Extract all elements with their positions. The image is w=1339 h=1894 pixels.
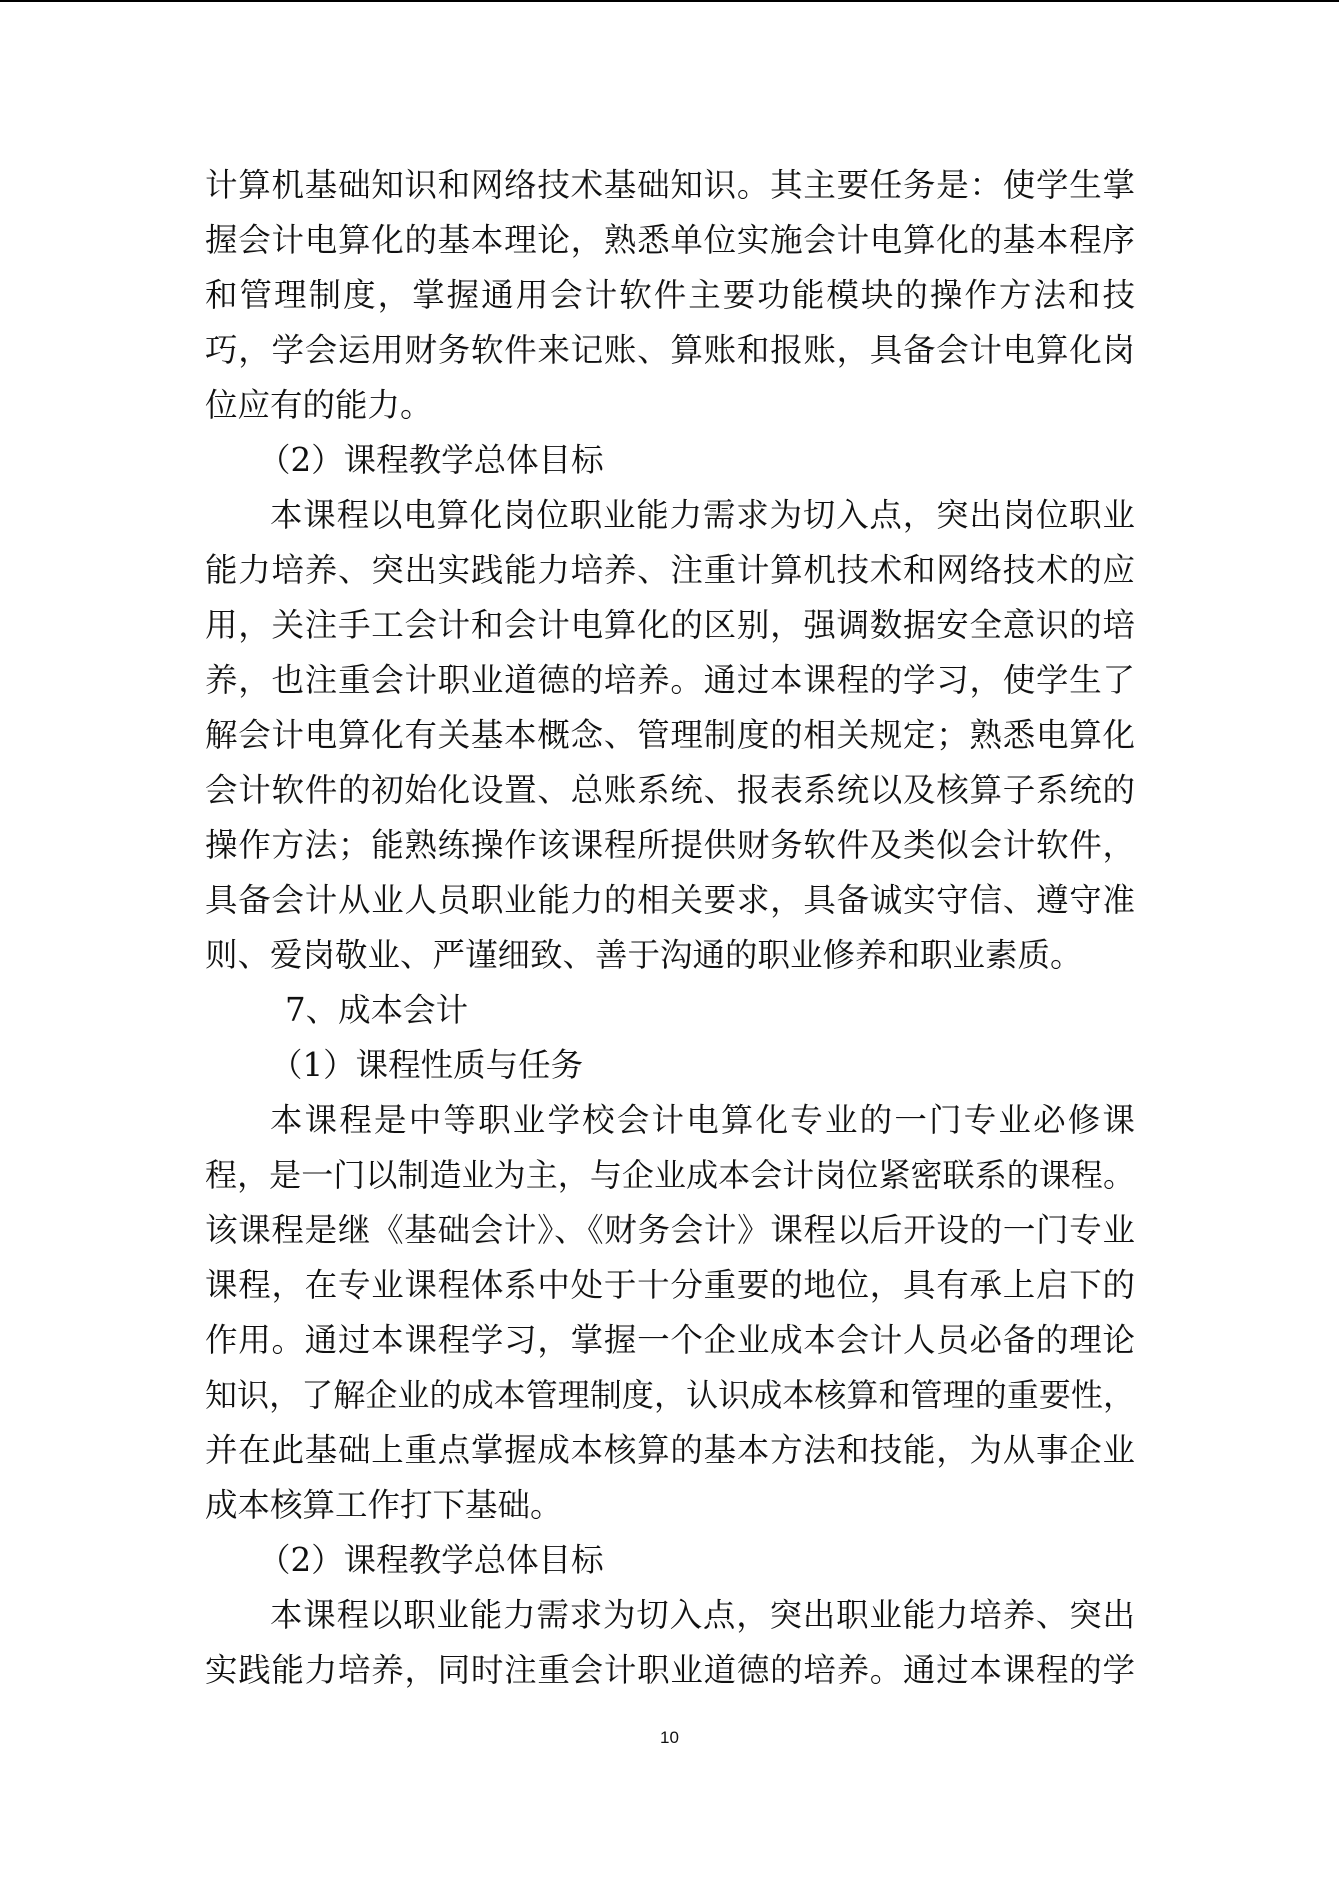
text-line-4: 巧，学会运用财务软件来记账、算账和报账，具备会计电算化岗 <box>205 331 1135 369</box>
text-line-3: 和管理制度，掌握通用会计软件主要功能模块的操作方法和技 <box>205 276 1135 314</box>
text-line-8: 能力培养、突出实践能力培养、注重计算机技术和网络技术的应 <box>205 551 1135 589</box>
section-heading-teaching-goals: （2）课程教学总体目标 <box>258 441 604 479</box>
page-number: 10 <box>660 1728 679 1747</box>
text-line-19: 程，是一门以制造业为主，与企业成本会计岗位紧密联系的课程。 <box>205 1156 1135 1194</box>
text-line-20: 该课程是继《基础会计》、《财务会计》课程以后开设的一门专业 <box>205 1211 1135 1249</box>
text-line-21: 课程，在专业课程体系中处于十分重要的地位，具有承上启下的 <box>205 1266 1135 1304</box>
text-line-2: 握会计电算化的基本理论，熟悉单位实施会计电算化的基本程序 <box>205 221 1135 259</box>
text-line-14: 具备会计从业人员职业能力的相关要求，具备诚实守信、遵守准 <box>205 881 1135 919</box>
text-line-25: 成本核算工作打下基础。 <box>205 1486 563 1524</box>
text-line-24: 并在此基础上重点掌握成本核算的基本方法和技能，为从事企业 <box>205 1431 1135 1469</box>
text-line-7: 本课程以电算化岗位职业能力需求为切入点，突出岗位职业 <box>270 496 1135 534</box>
text-line-1: 计算机基础知识和网络技术基础知识。其主要任务是：使学生掌 <box>205 166 1135 204</box>
text-line-27: 本课程以职业能力需求为切入点，突出职业能力培养、突出 <box>270 1596 1135 1634</box>
text-line-5: 位应有的能力。 <box>205 386 433 424</box>
text-line-9: 用，关注手工会计和会计电算化的区别，强调数据安全意识的培 <box>205 606 1135 644</box>
text-line-10: 养，也注重会计职业道德的培养。通过本课程的学习，使学生了 <box>205 661 1135 699</box>
text-line-11: 解会计电算化有关基本概念、管理制度的相关规定；熟悉电算化 <box>205 716 1135 754</box>
text-line-12: 会计软件的初始化设置、总账系统、报表系统以及核算子系统的 <box>205 771 1135 809</box>
text-line-15: 则、爱岗敬业、严谨细致、善于沟通的职业修养和职业素质。 <box>205 936 1083 974</box>
text-line-18: 本课程是中等职业学校会计电算化专业的一门专业必修课 <box>270 1101 1135 1139</box>
text-line-13: 操作方法；能熟练操作该课程所提供财务软件及类似会计软件， <box>205 826 1135 864</box>
section-heading-course-nature: （1）课程性质与任务 <box>270 1046 584 1084</box>
section-heading-cost-accounting: 7、成本会计 <box>285 991 469 1029</box>
section-heading-teaching-goals-2: （2）课程教学总体目标 <box>258 1541 604 1579</box>
top-border-line <box>0 0 1339 2</box>
text-line-23: 知识，了解企业的成本管理制度，认识成本核算和管理的重要性， <box>205 1376 1135 1414</box>
text-line-28: 实践能力培养，同时注重会计职业道德的培养。通过本课程的学 <box>205 1651 1135 1689</box>
text-line-22: 作用。通过本课程学习，掌握一个企业成本会计人员必备的理论 <box>205 1321 1135 1359</box>
